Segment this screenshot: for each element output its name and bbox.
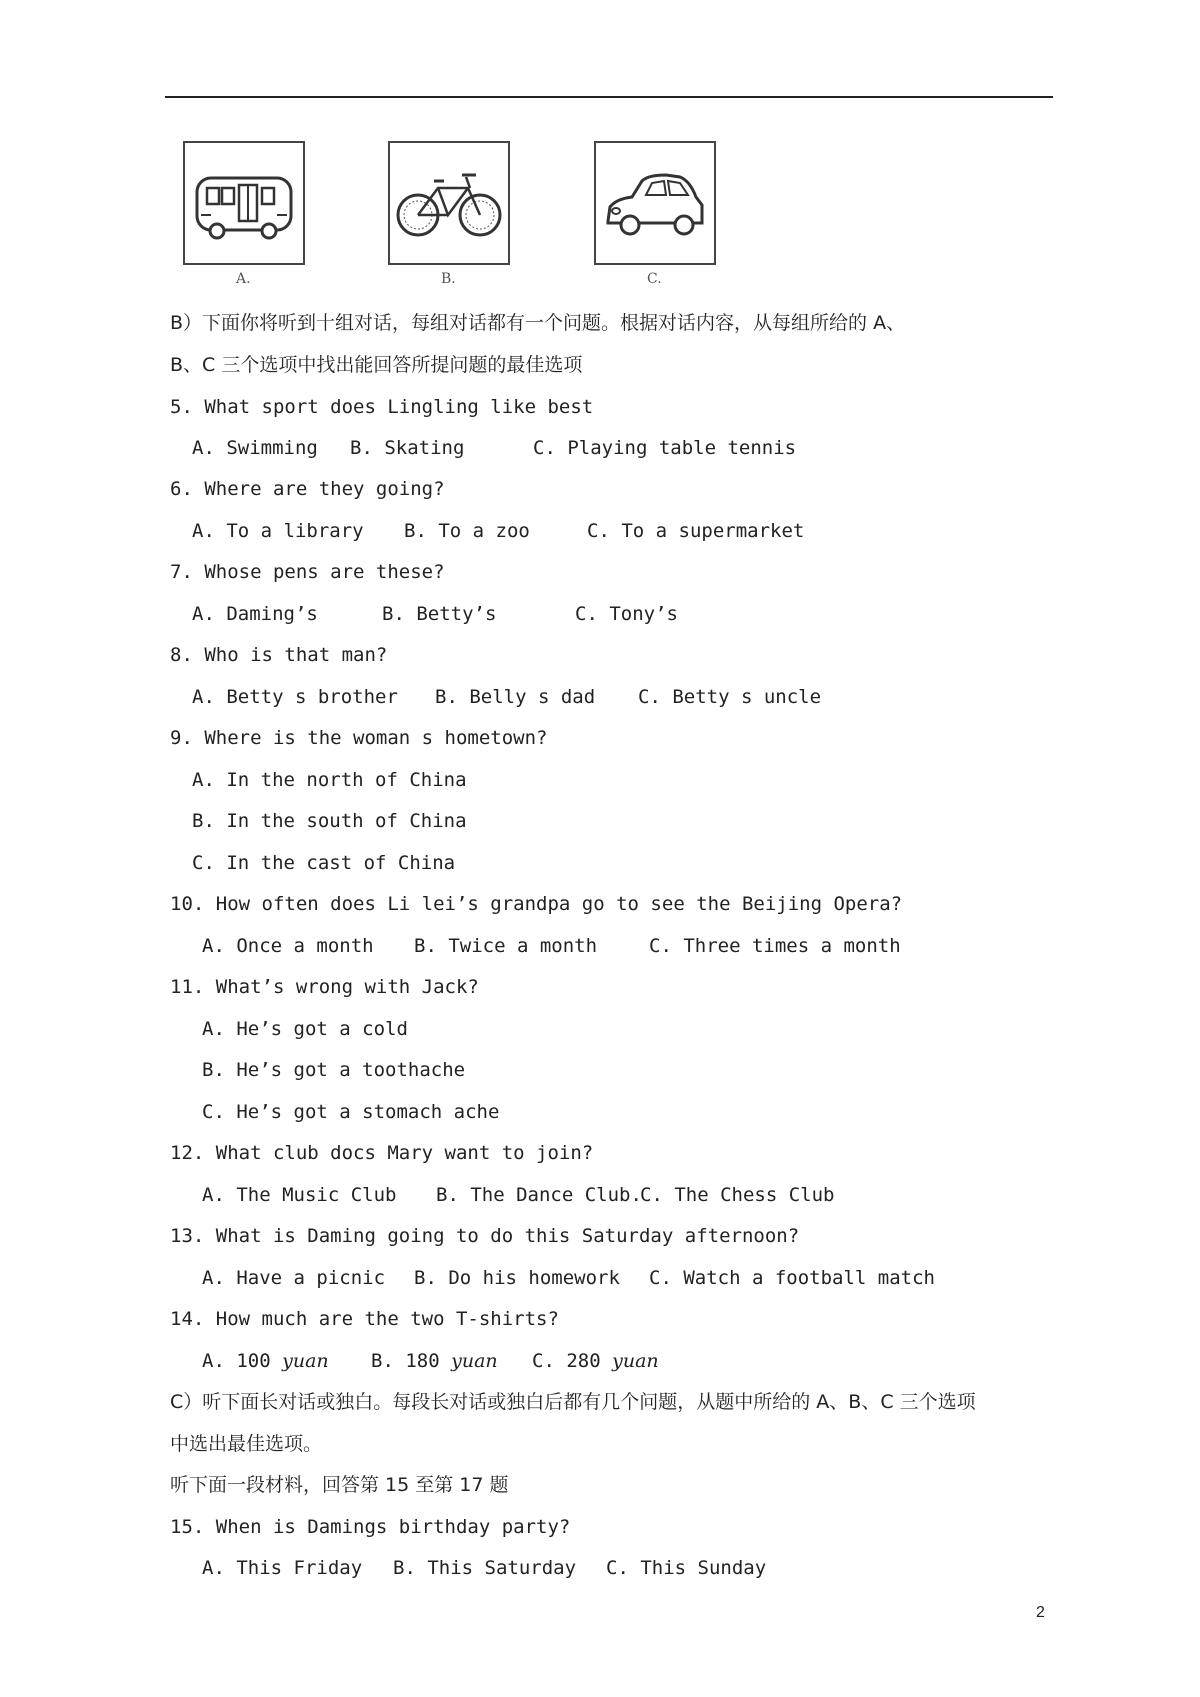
question-15-stem: 15. When is Damings birthday party? xyxy=(170,1516,571,1538)
question-6-option-a: A. To a library xyxy=(192,520,364,542)
question-12-option-c: C. The Chess Club xyxy=(640,1184,835,1206)
question-10-option-c: C. Three times a month xyxy=(649,935,901,957)
question-13-stem: 13. What is Daming going to do this Saturday afternoon? xyxy=(170,1225,800,1247)
question-15-option-a: A. This Friday xyxy=(202,1557,363,1579)
question-11-option-c: C. He’s got a stomach ache xyxy=(202,1101,500,1123)
question-12-option-a: A. The Music Club xyxy=(202,1184,397,1206)
option-c-amount: C. 280 xyxy=(532,1350,601,1372)
question-5-stem: 5. What sport does Lingling like best xyxy=(170,396,594,418)
question-11-option-a: A. He’s got a cold xyxy=(202,1018,408,1040)
question-5-option-b: B. Skating xyxy=(350,437,465,459)
car-icon xyxy=(596,143,714,263)
question-11-stem: 11. What’s wrong with Jack? xyxy=(170,976,479,998)
bicycle-icon xyxy=(390,143,508,263)
bus-icon xyxy=(185,143,303,263)
section-b-intro-line2: B、C 三个选项中找出能回答所提问题的最佳选项 xyxy=(170,354,583,376)
question-14-option-c xyxy=(532,1349,659,1373)
option-b-amount: B. 180 xyxy=(371,1350,440,1372)
option-c-unit: yuan xyxy=(612,1350,659,1372)
question-15-option-c: C. This Sunday xyxy=(606,1557,767,1579)
section-c-intro-line2: 中选出最佳选项。 xyxy=(170,1433,323,1455)
question-10-option-a: A. Once a month xyxy=(202,935,374,957)
question-6-option-c: C. To a supermarket xyxy=(587,520,805,542)
page-number: 2 xyxy=(1036,1604,1045,1621)
question-9-option-a: A. In the north of China xyxy=(192,769,467,791)
question-7-option-a: A. Daming’s xyxy=(192,603,318,625)
question-12-option-b: B. The Dance Club. xyxy=(436,1184,642,1206)
question-9-option-b: B. In the south of China xyxy=(192,810,467,832)
option-a-unit: yuan xyxy=(282,1350,329,1372)
question-5-option-a: A. Swimming xyxy=(192,437,318,459)
option-b-unit: yuan xyxy=(451,1350,498,1372)
question-10-stem: 10. How often does Li lei’s grandpa go to see the Beijing Opera? xyxy=(170,893,903,915)
question-11-option-b: B. He’s got a toothache xyxy=(202,1059,466,1081)
question-8-option-b: B. Belly s dad xyxy=(435,686,596,708)
picture-a-label: A. xyxy=(236,271,251,287)
question-13-option-a: A. Have a picnic xyxy=(202,1267,386,1289)
question-14-stem: 14. How much are the two T-shirts? xyxy=(170,1308,559,1330)
section-c-material: 听下面一段材料，回答第 15 至第 17 题 xyxy=(170,1474,509,1496)
question-6-stem: 6. Where are they going? xyxy=(170,478,445,500)
picture-b-label: B. xyxy=(441,271,456,287)
question-14-option-b xyxy=(371,1349,498,1373)
question-8-option-a: A. Betty s brother xyxy=(192,686,398,708)
question-7-option-b: B. Betty’s xyxy=(382,603,497,625)
question-8-stem: 8. Who is that man? xyxy=(170,644,388,666)
question-15-option-b: B. This Saturday xyxy=(393,1557,577,1579)
question-7-option-c: C. Tony’s xyxy=(575,603,678,625)
question-7-stem: 7. Whose pens are these? xyxy=(170,561,445,583)
question-12-stem: 12. What club docs Mary want to join? xyxy=(170,1142,594,1164)
question-9-option-c: C. In the cast of China xyxy=(192,852,456,874)
question-5-option-c: C. Playing table tennis xyxy=(533,437,797,459)
question-13-option-b: B. Do his homework xyxy=(414,1267,620,1289)
question-10-option-b: B. Twice a month xyxy=(414,935,598,957)
picture-b xyxy=(388,141,510,265)
option-a-amount: A. 100 xyxy=(202,1350,271,1372)
section-c-intro-line1: C）听下面长对话或独白。每段长对话或独白后都有几个问题，从题中所给的 A、B、C 三个选项 xyxy=(170,1391,976,1413)
picture-a xyxy=(183,141,305,265)
question-13-option-c: C. Watch a football match xyxy=(649,1267,935,1289)
question-9-stem: 9. Where is the woman s hometown? xyxy=(170,727,548,749)
section-b-intro-line1: B）下面你将听到十组对话，每组对话都有一个问题。根据对话内容，从每组所给的 A、 xyxy=(170,312,906,334)
question-8-option-c: C. Betty s uncle xyxy=(638,686,822,708)
picture-c-label: C. xyxy=(647,271,662,287)
question-6-option-b: B. To a zoo xyxy=(404,520,530,542)
question-14-option-a xyxy=(202,1349,329,1373)
header-rule xyxy=(165,96,1053,98)
picture-c xyxy=(594,141,716,265)
